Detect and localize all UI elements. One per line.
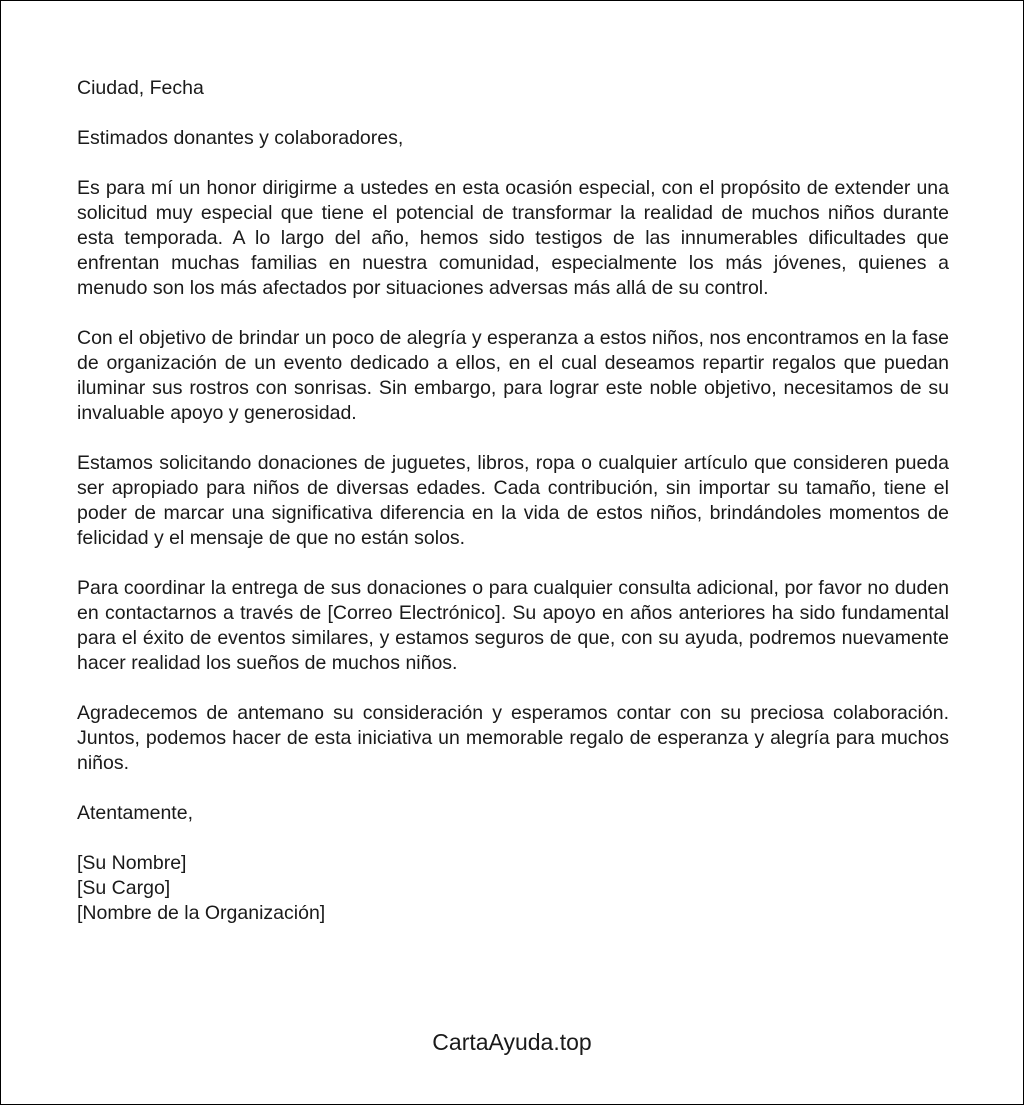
paragraph-event: Con el objetivo de brindar un poco de alegría y esperanza a estos niños, nos encontramos en la fase de organización de un evento dedicado a ellos, en el cual deseamos repartir regalos que puedan iluminar sus rostros con sonrisas. Sin embargo, para lograr este noble objetivo, necesitamos de su invaluable apoyo y generosidad. — [77, 327, 949, 424]
signature-name: [Su Nombre] — [77, 852, 187, 874]
closing: Atentamente, — [77, 802, 193, 824]
paragraph-donations: Estamos solicitando donaciones de juguetes, libros, ropa o cualquier artículo que consideren pueda ser apropiado para niños de diversas edades. Cada contribución, sin importar su tamaño, tiene el poder de marcar una significativa diferencia en la vida de estos niños, brindándoles momentos de felicidad y el mensaje de que no están solos. — [77, 452, 949, 549]
signature-organization: [Nombre de la Organización] — [77, 902, 326, 924]
greeting: Estimados donantes y colaboradores, — [77, 127, 404, 149]
footer-site-name: CartaAyuda.top — [432, 1029, 592, 1055]
paragraph-thanks: Agradecemos de antemano su consideración y esperamos contar con su preciosa colaboración. Juntos, podemos hacer de esta iniciativa un memorable regalo de esperanza y alegría para muchos niños. — [77, 702, 949, 774]
letter-body — [77, 76, 949, 926]
paragraph-contact: Para coordinar la entrega de sus donaciones o para cualquier consulta adicional, por favor no duden en contactarnos a través de [Correo Electrónico]. Su apoyo en años anteriores ha sido fundamental para el éxito de eventos similares, y estamos seguros de que, con su ayuda, podremos nuevamente hacer realidad los sueños de muchos niños. — [77, 577, 949, 674]
paragraph-intro: Es para mí un honor dirigirme a ustedes en esta ocasión especial, con el propósito de extender una solicitud muy especial que tiene el potencial de transformar la realidad de muchos niños durante esta temporada. A lo largo del año, hemos sido testigos de las innumerables dificultades que enfrentan muchas familias en nuestra comunidad, especialmente los más jóvenes, quienes a menudo son los más afectados por situaciones adversas más allá de su control. — [77, 177, 949, 299]
place-date: Ciudad, Fecha — [77, 77, 204, 99]
signature-block — [77, 851, 949, 926]
signature-position: [Su Cargo] — [77, 877, 171, 899]
